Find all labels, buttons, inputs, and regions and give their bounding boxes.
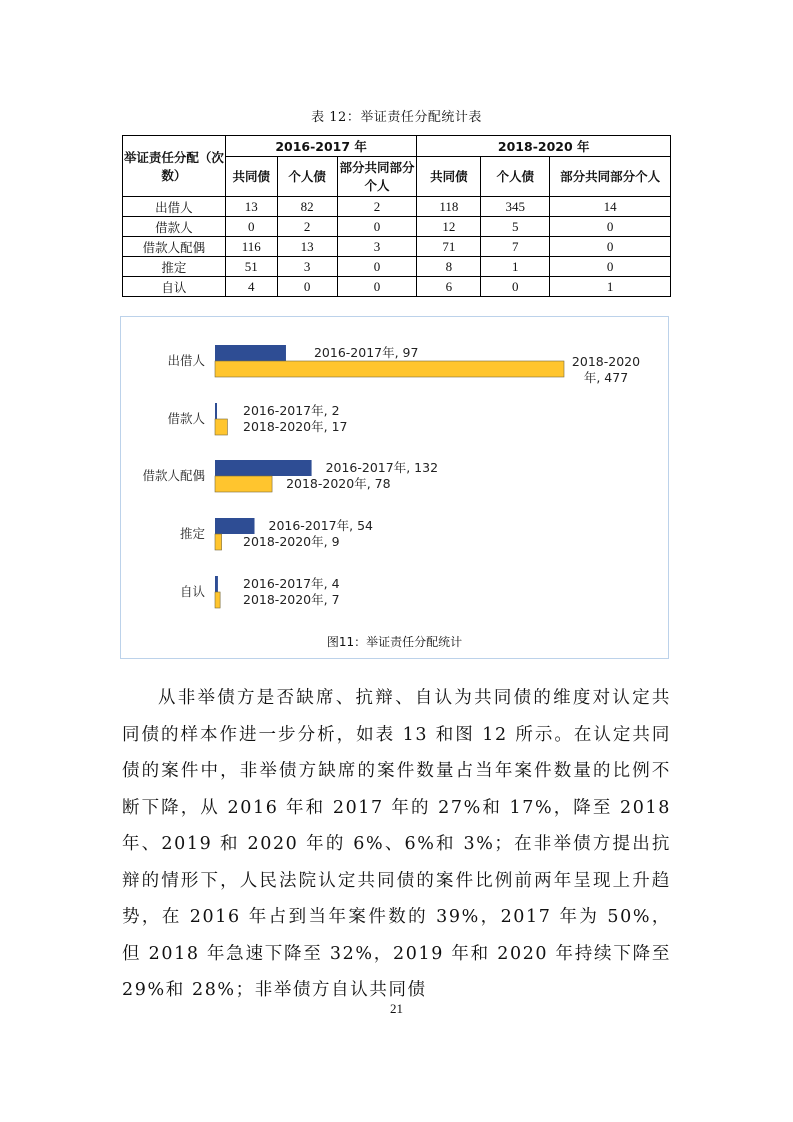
row-label: 出借人 [123, 197, 226, 217]
table-cell: 0 [337, 257, 417, 277]
table-cell: 0 [337, 217, 417, 237]
data-label: 2018-2020年, 7 [243, 592, 340, 607]
column-header: 共同债 [225, 156, 277, 196]
body-paragraph: 从非举债方是否缺席、抗辩、自认为共同债的维度对认定共同债的样本作进一步分析，如表 13 和图 12 所示。在认定共同债的案件中，非举债方缺席的案件数量占当年案件数量的比例不断下降，从 2016 年和 2017 年的 27%和 17%，降至 2018 年、2019 和 2020 年的 6%、6%和 3%；在非举债方提出抗辩的情形下，人民法院认定共同债的案件比例前两年呈现上升趋势，在 2016 年占到当年案件数的 39%，2017 年为 50%，但 2018 年急速下降至 32%，2019 年和 2020 年持续下降至 29%和 28%；非举债方自认共同债 [122, 688, 671, 1000]
data-label: 2016-2017年, 97 [313, 345, 419, 360]
chart-caption: 图11：举证责任分配统计 [326, 635, 463, 649]
page-number: 21 [390, 1001, 403, 1016]
bar [215, 592, 220, 608]
table-cell: 3 [337, 237, 417, 257]
column-header: 共同债 [417, 156, 481, 196]
column-header: 部分共同部分个人 [337, 156, 417, 196]
table-cell: 0 [277, 277, 337, 297]
table-row [123, 257, 671, 277]
table-cell: 116 [225, 237, 277, 257]
allocation-table [122, 135, 671, 297]
table-row [123, 197, 671, 217]
table-cell: 2 [337, 197, 417, 217]
table-cell: 7 [481, 237, 550, 257]
table-cell: 13 [225, 197, 277, 217]
bar [215, 403, 217, 419]
table-cell: 2 [277, 217, 337, 237]
category-label: 推定 [179, 526, 205, 541]
table-cell: 12 [417, 217, 481, 237]
row-label: 自认 [123, 277, 226, 297]
bar [215, 576, 218, 592]
row-label: 推定 [123, 257, 226, 277]
bar [215, 518, 255, 534]
group-header: 2016-2017 年 [225, 136, 417, 157]
column-header: 个人债 [481, 156, 550, 196]
data-label: 2016-2017年, 4 [243, 576, 340, 591]
category-label: 借款人配偶 [142, 468, 205, 483]
table-cell: 6 [417, 277, 481, 297]
table-cell: 1 [550, 277, 671, 297]
data-label: 2018-2020 [571, 354, 641, 369]
data-label: 2016-2017年, 2 [243, 403, 340, 418]
row-label: 借款人 [123, 217, 226, 237]
category-label: 自认 [179, 584, 205, 599]
data-label: 2018-2020年, 9 [243, 534, 340, 549]
table-cell: 3 [277, 257, 337, 277]
group-header: 2018-2020 年 [417, 136, 671, 157]
table-cell: 14 [550, 197, 671, 217]
table-row-header: 举证责任分配（次数） [123, 136, 226, 197]
table-cell: 0 [550, 217, 671, 237]
table-cell: 71 [417, 237, 481, 257]
table-cell: 8 [417, 257, 481, 277]
table-cell: 0 [550, 237, 671, 257]
bar-chart [120, 316, 669, 659]
data-label: 2016-2017年, 54 [268, 518, 374, 533]
table-cell: 5 [481, 217, 550, 237]
table-row [123, 237, 671, 257]
data-label: 2016-2017年, 132 [325, 460, 439, 475]
table-cell: 0 [481, 277, 550, 297]
table-cell: 118 [417, 197, 481, 217]
bar [215, 476, 272, 492]
table-cell: 345 [481, 197, 550, 217]
bar [215, 419, 227, 435]
table-cell: 0 [225, 217, 277, 237]
category-label: 借款人 [167, 411, 205, 426]
row-label: 借款人配偶 [123, 237, 226, 257]
column-header: 部分共同部分个人 [550, 156, 671, 196]
table-row [123, 277, 671, 297]
table-cell: 13 [277, 237, 337, 257]
data-label: 年, 477 [583, 370, 629, 385]
table-cell: 51 [225, 257, 277, 277]
bar [215, 345, 286, 361]
table-cell: 82 [277, 197, 337, 217]
bar-chart-plot [121, 317, 668, 658]
bar [215, 361, 564, 377]
table-cell: 0 [550, 257, 671, 277]
table-caption: 表 12：举证责任分配统计表 [311, 110, 482, 125]
category-label: 出借人 [167, 353, 205, 368]
data-label: 2018-2020年, 78 [286, 476, 391, 491]
bar [215, 460, 312, 476]
table-cell: 0 [337, 277, 417, 297]
column-header: 个人债 [277, 156, 337, 196]
table-row [123, 217, 671, 237]
table-cell: 1 [481, 257, 550, 277]
data-label: 2018-2020年, 17 [243, 419, 348, 434]
bar [215, 534, 222, 550]
table-cell: 4 [225, 277, 277, 297]
